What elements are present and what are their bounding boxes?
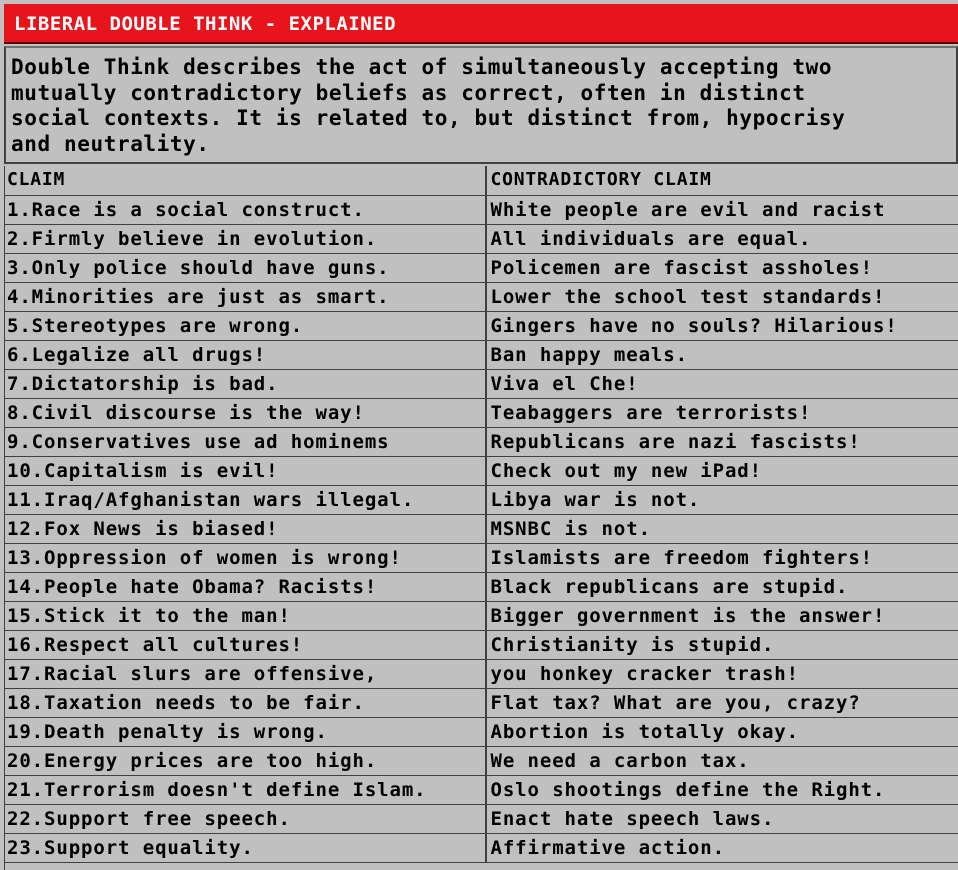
table-row	[5, 544, 958, 573]
table-row	[5, 834, 958, 863]
contradictory-claim-cell: We need a carbon tax.	[490, 750, 750, 772]
claim-cell: 5.Stereotypes are wrong.	[5, 312, 487, 340]
contradictory-claim-cell: Republicans are nazi fascists!	[490, 431, 861, 453]
claim-cell: 1.Race is a social construct.	[5, 196, 487, 224]
header-contradictory-claim: CONTRADICTORY CLAIM	[490, 169, 712, 190]
table-row	[5, 283, 958, 312]
table-row	[5, 515, 958, 544]
claim-cell: 21.Terrorism doesn't define Islam.	[5, 776, 487, 804]
claim-cell: 14.People hate Obama? Racists!	[5, 573, 487, 601]
claim-cell: 9.Conservatives use ad hominems	[5, 428, 487, 456]
contradictory-claim-cell: Christianity is stupid.	[490, 634, 775, 656]
claim-cell: 18.Taxation needs to be fair.	[5, 689, 487, 717]
header-claim: CLAIM	[5, 166, 487, 195]
claim-cell: 23.Support equality.	[5, 834, 487, 862]
table-row	[5, 196, 958, 225]
claim-cell: 11.Iraq/Afghanistan wars illegal.	[5, 486, 487, 514]
contradictory-claim-cell: Enact hate speech laws.	[490, 808, 775, 830]
contradictory-claim-cell: Policemen are fascist assholes!	[490, 257, 874, 279]
contradictory-claim-cell: All individuals are equal.	[490, 228, 812, 250]
table-row	[5, 428, 958, 457]
table-row	[5, 718, 958, 747]
contradictory-claim-cell: Abortion is totally okay.	[490, 721, 799, 743]
claim-cell: 4.Minorities are just as smart.	[5, 283, 487, 311]
table-row	[5, 254, 958, 283]
table-row	[5, 457, 958, 486]
intro-text: Double Think describes the act of simultaneously accepting two mutually contradictory beliefs as correct, often in distinct social contexts. It is related to, but distinct from, hypocrisy and neutrality.	[4, 46, 958, 164]
claims-table	[4, 166, 958, 870]
claim-cell: 3.Only police should have guns.	[5, 254, 487, 282]
claim-cell: 19.Death penalty is wrong.	[5, 718, 487, 746]
contradictory-claim-cell: White people are evil and racist	[490, 199, 886, 221]
table-header-row	[5, 166, 958, 196]
table-row	[5, 776, 958, 805]
contradictory-claim-cell: Viva el Che!	[490, 373, 639, 395]
table-row	[5, 689, 958, 718]
claim-cell: 8.Civil discourse is the way!	[5, 399, 487, 427]
claim-cell: 7.Dictatorship is bad.	[5, 370, 487, 398]
claim-cell: 2.Firmly believe in evolution.	[5, 225, 487, 253]
claim-cell: 15.Stick it to the man!	[5, 602, 487, 630]
claim-cell: 12.Fox News is biased!	[5, 515, 487, 543]
contradictory-claim-cell: Black republicans are stupid.	[490, 576, 849, 598]
contradictory-claim-cell: Oslo shootings define the Right.	[490, 779, 886, 801]
claim-cell: 17.Racial slurs are offensive,	[5, 660, 487, 688]
contradictory-claim-cell: MSNBC is not.	[490, 518, 651, 540]
page-title: LIBERAL DOUBLE THINK - EXPLAINED	[4, 4, 958, 44]
table-row	[5, 660, 958, 689]
claim-cell: 22.Support free speech.	[5, 805, 487, 833]
contradictory-claim-cell: Libya war is not.	[490, 489, 701, 511]
claim-cell: 20.Energy prices are too high.	[5, 747, 487, 775]
claim-cell: 6.Legalize all drugs!	[5, 341, 487, 369]
contradictory-claim-cell: you honkey cracker trash!	[490, 663, 799, 685]
contradictory-claim-cell: Islamists are freedom fighters!	[490, 547, 874, 569]
table-row	[5, 573, 958, 602]
contradictory-claim-cell: Check out my new iPad!	[490, 460, 762, 482]
table-row	[5, 225, 958, 254]
claim-cell: 10.Capitalism is evil!	[5, 457, 487, 485]
table-row	[5, 805, 958, 834]
table-row	[5, 631, 958, 660]
table-row	[5, 341, 958, 370]
contradictory-claim-cell: Flat tax? What are you, crazy?	[490, 692, 861, 714]
claim-cell: 13.Oppression of women is wrong!	[5, 544, 487, 572]
contradictory-claim-cell: Lower the school test standards!	[490, 286, 886, 308]
table-row	[5, 486, 958, 515]
contradictory-claim-cell: Teabaggers are terrorists!	[490, 402, 812, 424]
table-row	[5, 602, 958, 631]
table-row	[5, 747, 958, 776]
table-row	[5, 370, 958, 399]
contradictory-claim-cell: Gingers have no souls? Hilarious!	[490, 315, 898, 337]
table-row	[5, 399, 958, 428]
contradictory-claim-cell: Affirmative action.	[490, 837, 725, 859]
contradictory-claim-cell: Bigger government is the answer!	[490, 605, 886, 627]
claim-cell: 16.Respect all cultures!	[5, 631, 487, 659]
table-row	[5, 312, 958, 341]
table-body	[5, 196, 958, 863]
contradictory-claim-cell: Ban happy meals.	[490, 344, 688, 366]
